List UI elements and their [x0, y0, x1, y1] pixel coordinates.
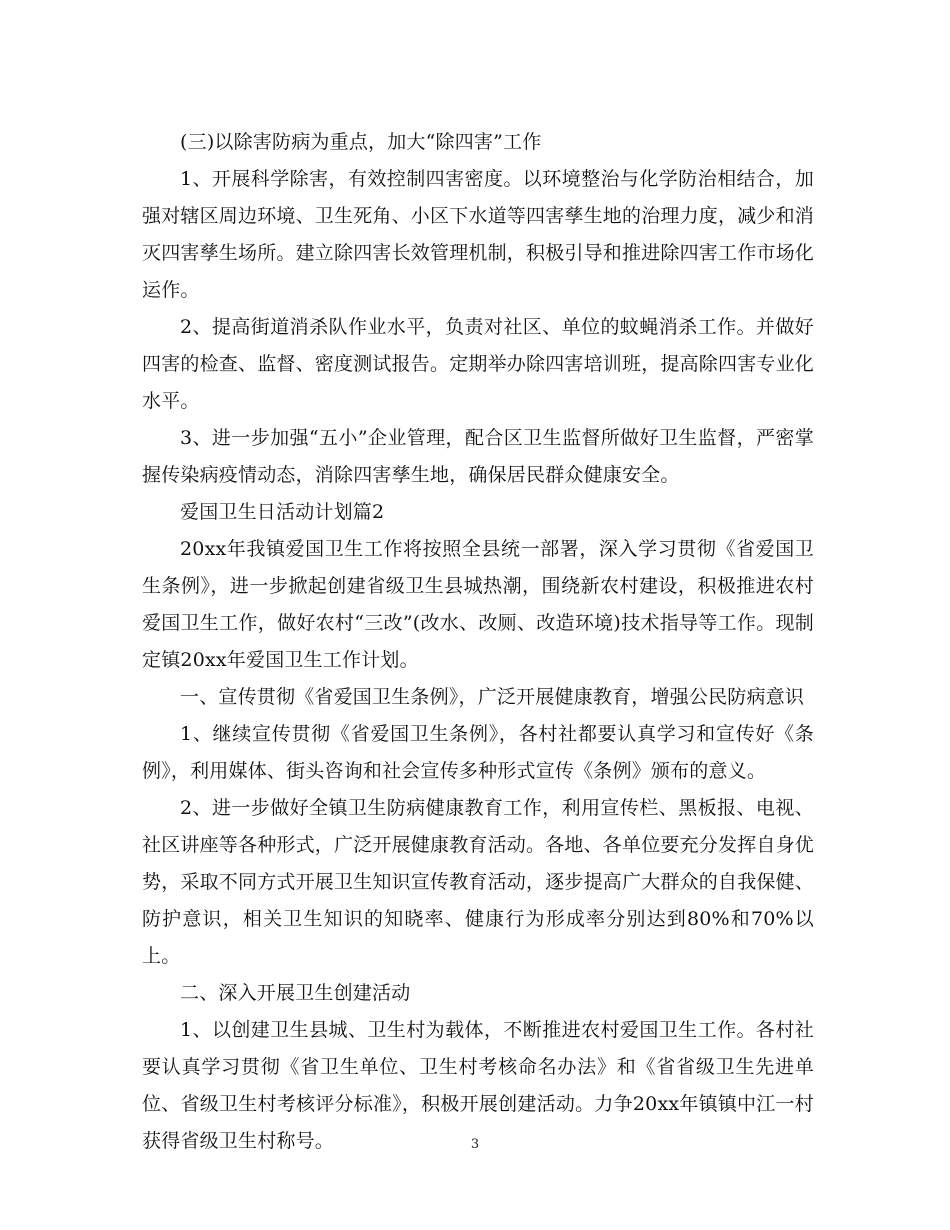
- paragraph: 2、进一步做好全镇卫生防病健康教育工作，利用宣传栏、黑板报、电视、社区讲座等各种形式，广泛开展健康教育活动。各地、各单位要充分发挥自身优势，采取不同方式开展卫生知识宣传教育活动，逐步提高广大群众的自我保健、防护意识，相关卫生知识的知晓率、健康行为形成率分别达到80%和70%以上。: [142, 797, 815, 967]
- article-title: 爱国卫生日活动计划篇2: [180, 501, 385, 523]
- section-heading-two: 二、深入开展卫生创建活动: [180, 982, 411, 1004]
- paragraph: 1、开展科学除害，有效控制四害密度。以环境整治与化学防治相结合，加强对辖区周边环境、卫生死角、小区下水道等四害孳生地的治理力度，减少和消灭四害孳生场所。建立除四害长效管理机制，积极引导和推进除四害工作市场化运作。: [142, 168, 815, 301]
- page-number: 3: [470, 1137, 480, 1152]
- paragraph: 2、提高街道消杀队作业水平，负责对社区、单位的蚊蝇消杀工作。并做好四害的检查、监督、密度测试报告。定期举办除四害培训班，提高除四害专业化水平。: [142, 316, 815, 412]
- paragraph: 1、以创建卫生县城、卫生村为载体，不断推进农村爱国卫生工作。各村社要认真学习贯彻《省卫生单位、卫生村考核命名办法》和《省省级卫生先进单位、省级卫生村考核评分标准》，积极开展创建活动。力争20xx年镇镇中江一村获得省级卫生村称号。: [142, 1019, 814, 1152]
- paragraph: 1、继续宣传贯彻《省爱国卫生条例》，各村社都要认真学习和宣传好《条例》，利用媒体、街头咨询和社会宣传多种形式宣传《条例》颁布的意义。: [142, 723, 814, 782]
- paragraph: 3、进一步加强“五小”企业管理，配合区卫生监督所做好卫生监督，严密掌握传染病疫情动态，消除四害孳生地，确保居民群众健康安全。: [142, 427, 814, 486]
- document-body: [142, 124, 814, 1160]
- section-heading-three: (三)以除害防病为重点，加大“除四害”工作: [180, 131, 542, 153]
- section-heading-one: 一、宣传贯彻《省爱国卫生条例》，广泛开展健康教育，增强公民防病意识: [180, 686, 805, 708]
- paragraph: 20xx年我镇爱国卫生工作将按照全县统一部署，深入学习贯彻《省爱国卫生条例》，进一步掀起创建省级卫生县城热潮，围绕新农村建设，积极推进农村爱国卫生工作，做好农村“三改”(改水、改厕、改造环境)技术指导等工作。现制定镇20xx年爱国卫生工作计划。: [142, 538, 814, 671]
